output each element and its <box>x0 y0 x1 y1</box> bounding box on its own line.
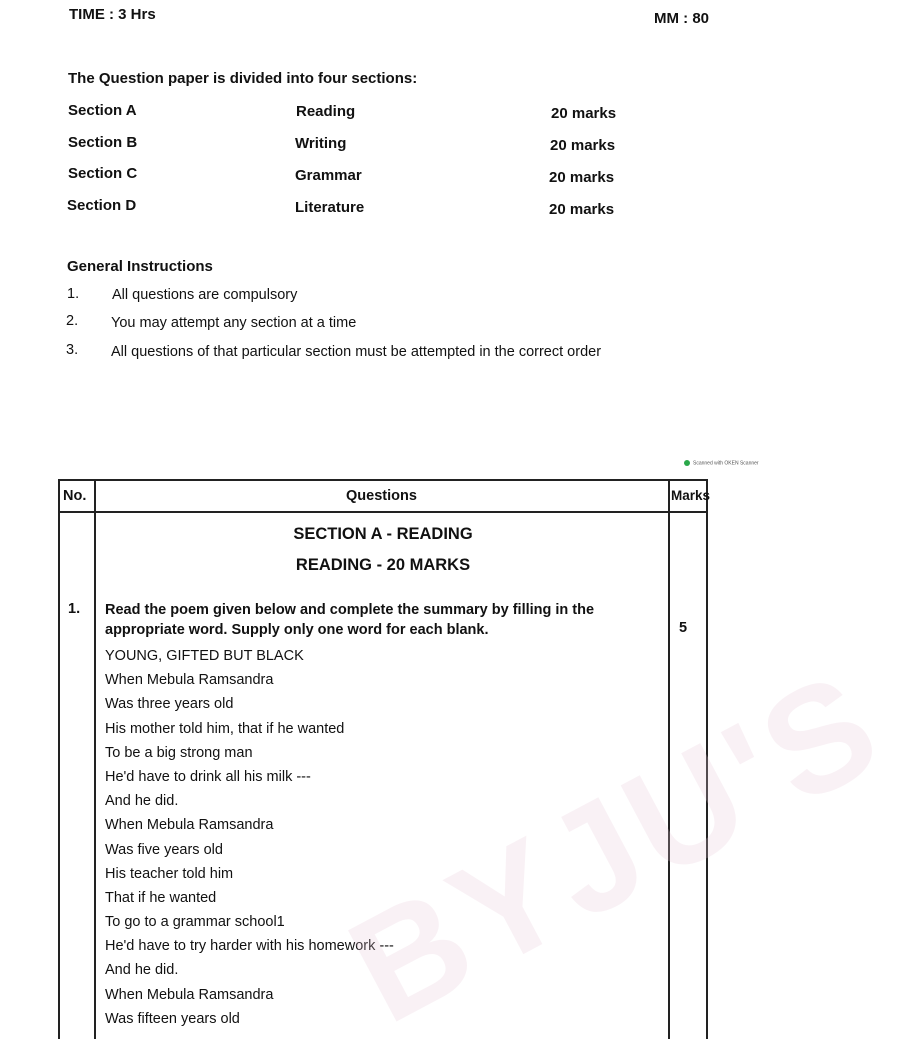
question-marks: 5 <box>679 620 688 636</box>
section-a-name: Section A <box>68 102 137 119</box>
poem-line: Was fifteen years old <box>105 1010 240 1027</box>
section-subheading: READING - 20 MARKS <box>295 556 471 574</box>
byjus-watermark: BYJU'S <box>323 637 908 1055</box>
table-header-divider <box>58 511 708 513</box>
section-d-marks: 20 marks <box>549 201 615 218</box>
section-b-name: Section B <box>68 134 138 151</box>
section-a-topic: Reading <box>296 103 356 120</box>
section-b-marks: 20 marks <box>550 137 616 154</box>
poem-line: He'd have to try harder with his homework --- <box>105 938 394 955</box>
poem-line: To be a big strong man <box>105 744 253 761</box>
instruction-text: All questions are compulsory <box>112 287 298 303</box>
poem-title: YOUNG, GIFTED BUT BLACK <box>105 648 304 664</box>
instruction-number: 3. <box>66 342 79 358</box>
scanner-note-text: Scanned with OKEN Scanner <box>693 460 759 467</box>
section-heading: SECTION A - READING <box>293 525 473 543</box>
poem-line: Was three years old <box>105 696 234 713</box>
poem-line: His teacher told him <box>105 865 234 882</box>
poem-line: And he did. <box>105 793 179 810</box>
time-allowed: TIME : 3 Hrs <box>69 6 156 23</box>
question-prompt: Read the poem given below and complete the summary by filling in the appropriate word. Supply only one word for each blank. <box>105 602 595 638</box>
poem-line: His mother told him, that if he wanted <box>105 720 345 737</box>
scanner-logo-icon <box>684 460 690 466</box>
poem-line: Was five years old <box>105 841 223 858</box>
column-header-questions: Questions <box>346 488 417 504</box>
instruction-number: 2. <box>66 313 79 329</box>
question-number: 1. <box>68 601 81 617</box>
general-instructions-heading: General Instructions <box>67 258 213 275</box>
poem-line: When Mebula Ramsandra <box>105 672 274 689</box>
scanner-watermark-note <box>684 460 759 466</box>
instruction-text: You may attempt any section at a time <box>111 315 357 331</box>
section-b-topic: Writing <box>295 135 347 152</box>
intro-text: The Question paper is divided into four sections: <box>68 70 418 87</box>
cover-page <box>0 0 768 455</box>
poem <box>105 646 394 1033</box>
instruction-number: 1. <box>67 286 80 302</box>
poem-line: To go to a grammar school1 <box>105 914 285 931</box>
section-c-topic: Grammar <box>295 167 362 184</box>
poem-line: When Mebula Ramsandra <box>105 986 274 1003</box>
poem-line: When Mebula Ramsandra <box>105 817 274 834</box>
column-header-marks: Marks <box>671 488 711 503</box>
section-a-marks: 20 marks <box>551 105 617 122</box>
poem-line: And he did. <box>105 962 179 979</box>
poem-line: That if he wanted <box>105 889 217 906</box>
maximum-marks: MM : 80 <box>654 10 710 27</box>
instruction-text: All questions of that particular section must be attempted in the correct order <box>111 344 602 360</box>
section-d-name: Section D <box>67 197 137 214</box>
column-header-no: No. <box>63 488 87 504</box>
poem-line: He'd have to drink all his milk --- <box>105 768 311 785</box>
section-c-marks: 20 marks <box>549 169 615 186</box>
section-c-name: Section C <box>68 165 138 182</box>
section-d-topic: Literature <box>295 199 365 216</box>
